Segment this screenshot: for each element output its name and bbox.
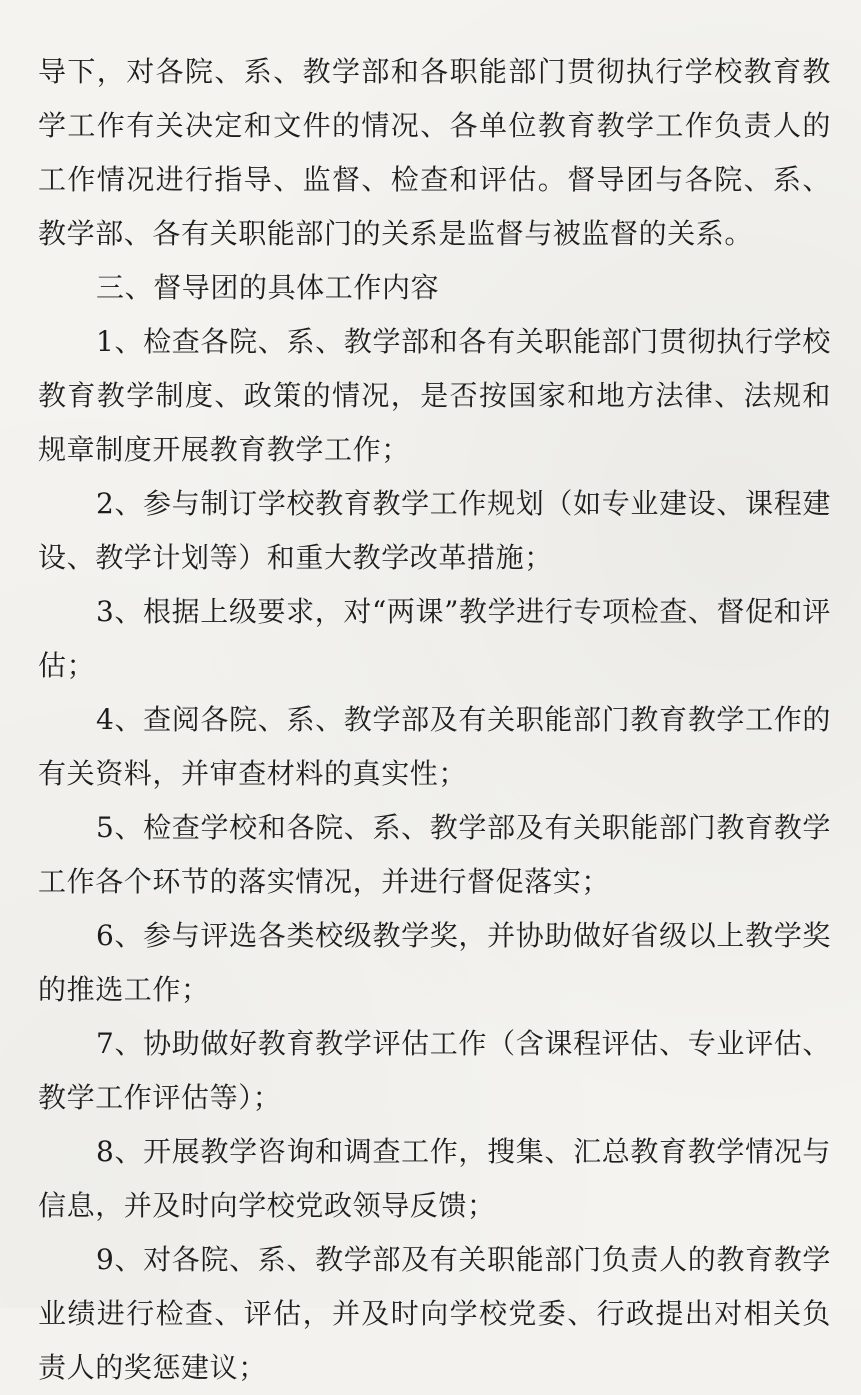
list-item-2: 2、参与制订学校教育教学工作规划（如专业建设、课程建设、教学计划等）和重大教学改革措施； xyxy=(38,487,831,574)
list-item-9: 9、对各院、系、教学部及有关职能部门负责人的教育教学业绩进行检查、评估，并及时向学校党委、行政提出对相关负责人的奖惩建议； xyxy=(38,1243,831,1384)
list-item-3: 3、根据上级要求，对“两课”教学进行专项检查、督促和评估； xyxy=(38,595,831,682)
list-item-8: 8、开展教学咨询和调查工作，搜集、汇总教育教学情况与信息，并及时向学校党政领导反馈； xyxy=(38,1135,831,1222)
list-item-1: 1、检查各院、系、教学部和各有关职能部门贯彻执行学校教育教学制度、政策的情况，是否按国家和地方法律、法规和规章制度开展教育教学工作； xyxy=(38,325,831,466)
intro-paragraph: 导下，对各院、系、教学部和各职能部门贯彻执行学校教育教学工作有关决定和文件的情况、各单位教育教学工作负责人的工作情况进行指导、监督、检查和评估。督导团与各院、系、教学部、各有关职能部门的关系是监督与被监督的关系。 xyxy=(38,55,831,250)
list-item-6: 6、参与评选各类校级教学奖，并协助做好省级以上教学奖的推选工作； xyxy=(38,919,831,1006)
list-item-4: 4、查阅各院、系、教学部及有关职能部门教育教学工作的有关资料，并审查材料的真实性； xyxy=(38,703,831,790)
list-item-7: 7、协助做好教育教学评估工作（含课程评估、专业评估、教学工作评估等）； xyxy=(38,1027,831,1114)
list-item-5: 5、检查学校和各院、系、教学部及有关职能部门教育教学工作各个环节的落实情况，并进行督促落实； xyxy=(38,811,831,898)
section-heading: 三、督导团的具体工作内容 xyxy=(96,271,440,304)
